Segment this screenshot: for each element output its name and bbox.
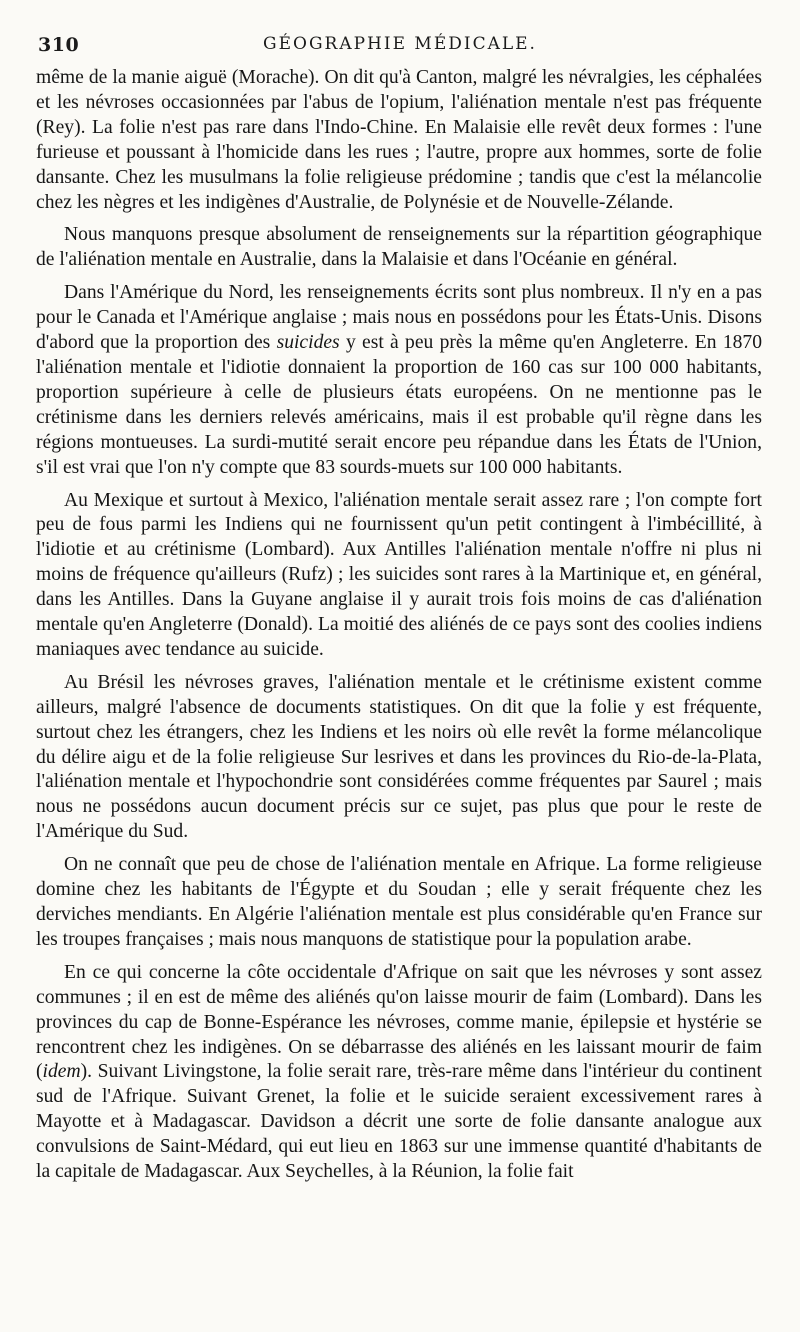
paragraph — [36, 223, 762, 273]
paragraph-text: Nous manquons presque absolument de renseignements sur la répartition géographique de l'aliénation mentale en Australie, dans la Malaisie et dans l'Océanie en général. — [36, 224, 762, 271]
paragraph — [36, 281, 762, 480]
paragraph-text: même de la manie aiguë (Morache). On dit qu'à Canton, malgré les névralgies, les céphalées et les névroses occasionnées par l'abus de l'opium, l'aliénation mentale n'est pas fréquente (Rey). La folie n'est pas rare dans l'Indo-Chine. En Malaisie elle revêt deux formes : l'une furieuse et poussant à l'homicide dans les rues ; l'autre, propre aux hommes, sorte de folie dansante. Chez les musulmans la folie religieuse prédomine ; tandis que c'est la mélancolie chez les nègres et les indigènes d'Australie, de Polynésie et de Nouvelle-Zélande. — [36, 67, 762, 213]
page-header — [30, 30, 770, 62]
paragraph-text: En ce qui concerne la côte occidentale d'Afrique on sait que les névroses y sont assez communes ; il en est de même des aliénés qu'on laisse mourir de faim (Lombard). Dans les provinces du cap de Bonne-Espérance les névroses, comme manie, épilepsie et hystérie se rencontrent chez les indigènes. On se débarrasse des aliénés en les laissant mourir de faim ( — [36, 961, 762, 1083]
paragraph — [36, 853, 762, 953]
body-text — [36, 66, 762, 1185]
paragraph-text: Dans l'Amérique du Nord, les renseignements écrits sont plus nombreux. Il n'y en a pas pour le Canada et l'Amérique anglaise ; mais nous en possédons pour les États-Unis. Disons d'abord que la proportion des — [36, 282, 762, 354]
paragraph-text: On ne connaît que peu de chose de l'aliénation mentale en Afrique. La forme religieuse domine chez les habitants de l'Égypte et du Soudan ; elle y serait fréquente chez les derviches mendiants. En Algérie l'aliénation mentale est plus considérable qu'en France sur les troupes françaises ; mais nous manquons de statistique pour la population arabe. — [36, 854, 762, 950]
paragraph-text: ). Suivant Livingstone, la folie serait rare, très-rare même dans l'intérieur du continent sud de l'Afrique. Suivant Grenet, la folie et le suicide seraient excessivement rares à Mayotte et à Madagascar. Davidson a décrit une sorte de folie dansante analogue aux convulsions de Saint-Médard, qui eut lieu en 1863 sur une immense quantité d'habitants de la capitale de Madagascar. Aux Seychelles, à la Réunion, la folie fait — [36, 1061, 762, 1183]
running-title: GÉOGRAPHIE MÉDICALE. — [263, 34, 537, 54]
paragraph — [36, 489, 762, 663]
paragraph-text: Au Brésil les névroses graves, l'aliénation mentale et le crétinisme existent comme ailleurs, malgré l'absence de documents statistiques. On dit que la folie y est fréquente, surtout chez les étrangers, chez les Indiens et les noirs où elle revêt la forme mélancolique du délire aigu et de la folie religieuse Sur lesrives et dans les provinces du Rio-de-la-Plata, l'aliénation mentale et l'hypochondrie sont considérées comme fréquentes par Saurel ; mais nous ne possédons aucun document précis sur ce sujet, pas plus que pour le reste de l'Amérique du Sud. — [36, 671, 762, 843]
italic-term: idem — [42, 1061, 81, 1083]
paragraph-text: Au Mexique et surtout à Mexico, l'aliénation mentale serait assez rare ; l'on compte fort peu de fous parmi les Indiens qui ne fournissent qu'un petit contingent à l'imbécillité, à l'idiotie et au crétinisme (Lombard). Aux Antilles l'aliénation mentale n'offre ni plus ni moins de fréquence qu'ailleurs (Rufz) ; les suicides sont rares à la Martinique et, en général, dans les Antilles. Dans la Guyane anglaise il y aurait trois fois moins de cas d'aliénation mentale qu'en Angleterre (Donald). La moitié des aliénés de ce pays sont des coolies indiens maniaques avec tendance au suicide. — [36, 489, 762, 660]
paragraph-text: y est à peu près la même qu'en Angleterre. En 1870 l'aliénation mentale et l'idiotie donnaient la proportion de 160 cas sur 100 000 habitants, proportion supérieure à celle de plusieurs états européens. On ne mentionne pas le crétinisme dans les derniers relevés américains, mais il est probable qu'il règne dans les régions montueuses. La surdi-mutité serait encore peu répandue dans les États de l'Union, s'il est vrai que l'on n'y compte que 83 sourds-muets sur 100 000 habitants. — [36, 332, 763, 478]
paragraph — [36, 671, 762, 845]
page-number: 310 — [38, 34, 80, 56]
paragraph — [36, 66, 762, 215]
italic-term: suicides — [276, 332, 340, 354]
paragraph — [36, 961, 762, 1185]
